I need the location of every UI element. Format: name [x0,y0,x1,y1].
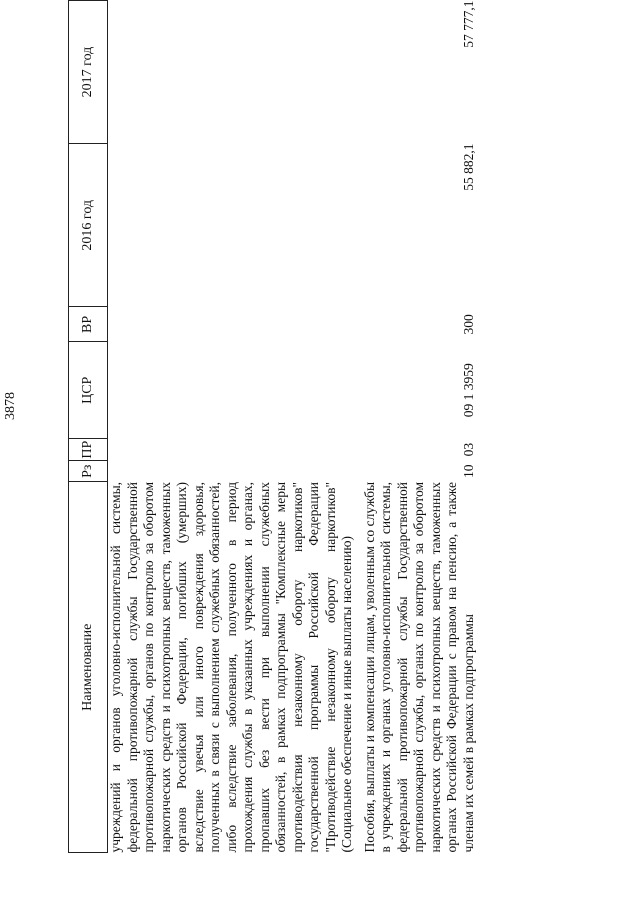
row-rz: 10 [461,464,476,478]
row-name-text: Пособия, выплаты и компенсации лицам, уволенным со службы в учреждениях и органах уголовно-исполнительной системы, федеральной противопожарной службы Государственной противопожарной службы, органах по контролю за оборотом наркотических средств и психотропных веществ, таможенных органах Российской Федерации с правом на пенсию, а также членам их семей в рамках подпрограммы [361,481,476,853]
header-year-2017: 2017 год [69,1,108,144]
row-pr: 03 [461,442,476,457]
row-name [362,482,478,853]
row-name [108,482,356,853]
header-name: Наименование [69,482,108,853]
header-pr: ПР [69,439,108,461]
row-csr: 09 1 3959 [461,363,476,418]
row-amount-2016: 55 882,1 [461,143,476,191]
table-header-row [69,1,108,853]
row-rz [108,461,356,482]
row-pr [108,439,356,461]
table-row [108,1,356,853]
table-row [362,1,478,853]
page-number: 3878 [3,392,18,420]
header-vr: ВР [69,307,108,342]
row-amount-2016 [108,144,356,307]
row-amount-2017 [108,1,356,144]
row-amount-2017: 57 777,1 [461,0,476,48]
row-csr [108,342,356,439]
header-year-2016: 2016 год [69,144,108,307]
row-vr: 300 [461,314,476,335]
header-rz: Рз [69,461,108,482]
budget-table [68,0,477,853]
row-vr [108,307,356,342]
row-name-text: учреждений и органов уголовно-исполнительной системы, федеральной противопожарной службы Государственной противопожарной службы, органов по контролю за оборотом наркотических средств и психотропных веществ, таможенных органов Российской Федерации, погибших (умерших) вследствие увечья или иного повреждения здоровья, полученных в связи с выполнением служебных обязанностей, либо вследствие заболевания, полученного в период прохождения службы в указанных учреждениях и органах, пропавших без вести при выполнении служебных обязанностей, в рамках подпрограммы "Комплексные меры противодействия незаконному обороту наркотиков" государственной программы Российской Федерации "Противодействие незаконному обороту наркотиков" (Социальное обеспечение и иные выплаты населению) [108,481,354,853]
header-csr: ЦСР [69,342,108,439]
